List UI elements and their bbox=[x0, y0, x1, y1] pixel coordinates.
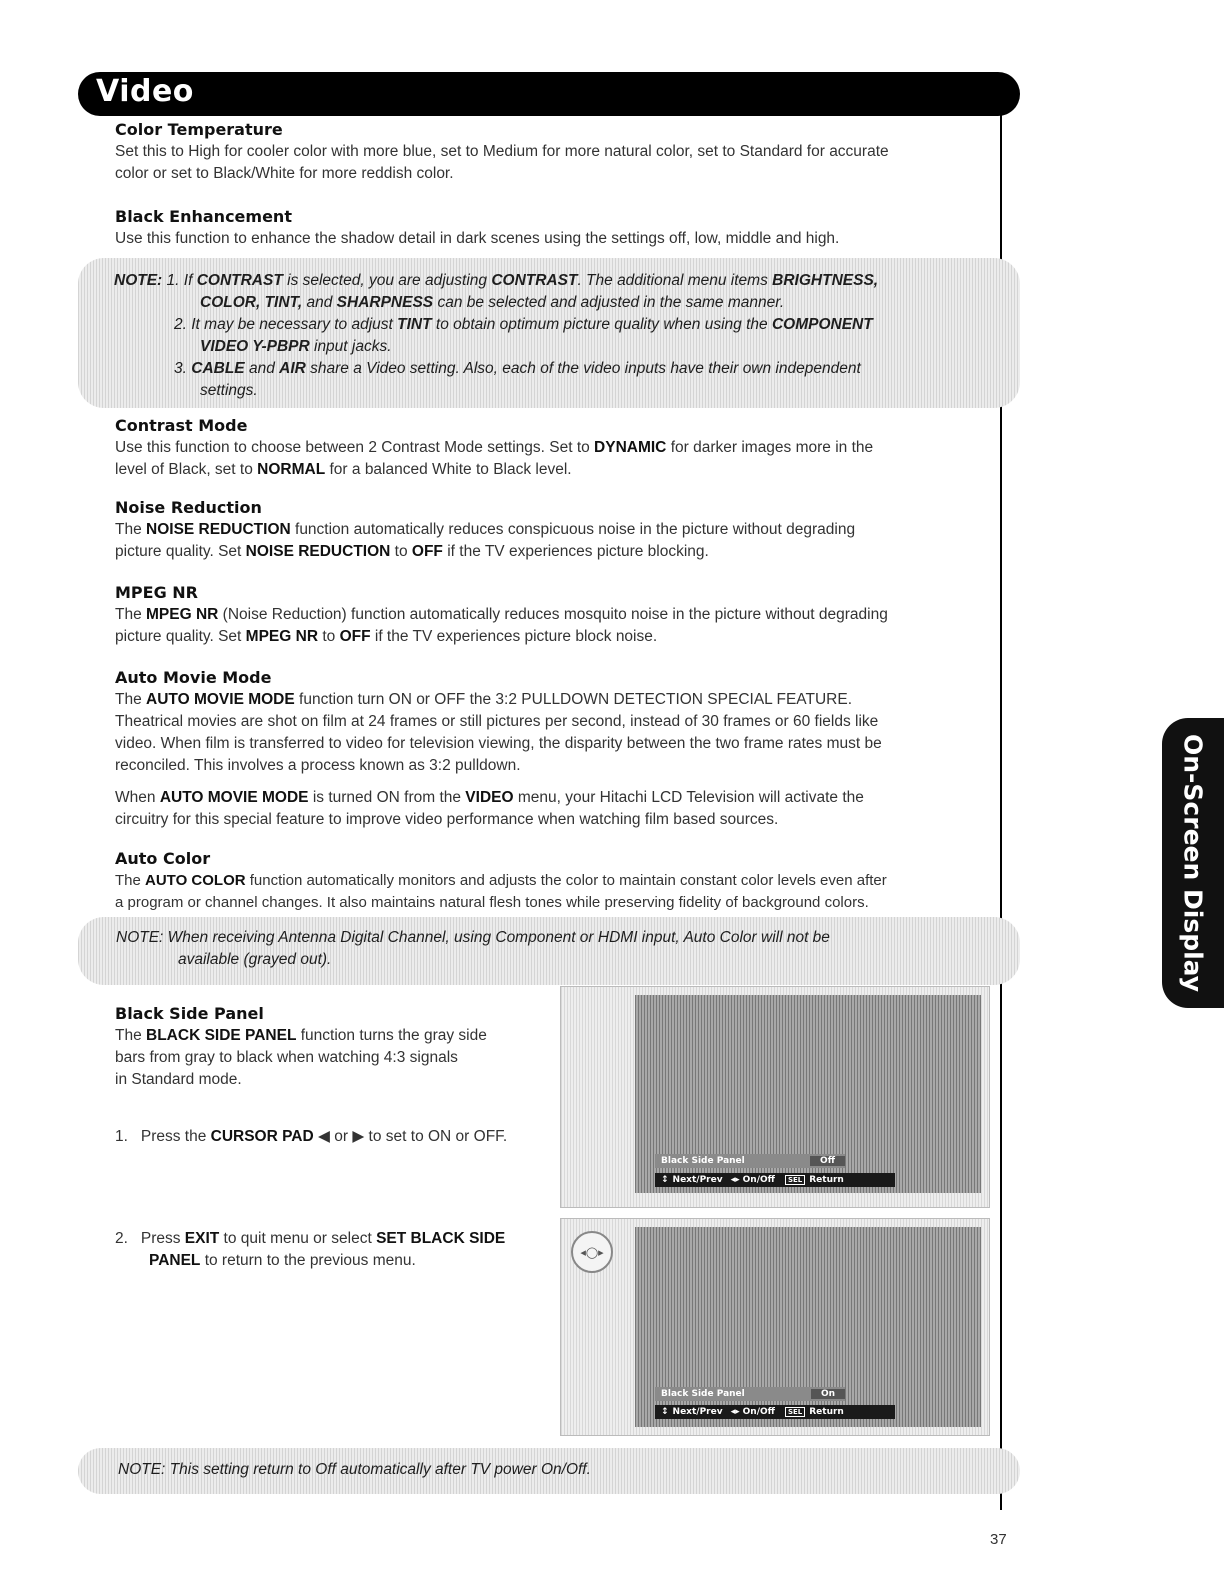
page-number: 37 bbox=[990, 1531, 1007, 1548]
section-black-enhancement bbox=[115, 207, 985, 250]
note-text: to obtain optimum picture quality when using the bbox=[431, 316, 772, 333]
osd-nav-onoff: On/Off bbox=[742, 1175, 775, 1185]
osd-menu-value: On bbox=[811, 1389, 845, 1399]
text: picture quality. Set bbox=[115, 628, 246, 645]
bold-text: MPEG NR bbox=[245, 628, 319, 645]
text: Press the bbox=[140, 1128, 211, 1145]
bold-text: DYNAMIC bbox=[594, 439, 667, 456]
note-bold: CONTRAST bbox=[196, 272, 283, 289]
note-text: . The additional menu items bbox=[577, 272, 773, 289]
bold-text: AUTO MOVIE MODE bbox=[159, 789, 309, 806]
step-number: 1. bbox=[115, 1128, 128, 1145]
note-num: 3. bbox=[174, 360, 187, 377]
text: to bbox=[390, 543, 412, 560]
text: The bbox=[115, 606, 147, 623]
note-text: It may be necessary to adjust bbox=[191, 316, 398, 333]
step-2 bbox=[115, 1228, 560, 1272]
section-noise-reduction bbox=[115, 498, 985, 563]
section-auto-movie-mode bbox=[115, 668, 985, 831]
bold-text: EXIT bbox=[184, 1230, 220, 1247]
osd-menu-row bbox=[655, 1387, 845, 1401]
note-box-3 bbox=[78, 1448, 1020, 1494]
bold-text: VIDEO bbox=[465, 789, 514, 806]
text: The bbox=[115, 872, 146, 889]
note-bold: VIDEO Y-PBPR bbox=[200, 338, 310, 355]
note2-line2: available (grayed out). bbox=[178, 951, 332, 968]
text: is turned ON from the bbox=[308, 789, 466, 806]
page-title: Video bbox=[96, 74, 194, 109]
tv-screen-2 bbox=[560, 1218, 990, 1436]
heading-noise-reduction: Noise Reduction bbox=[115, 498, 262, 517]
text: to bbox=[318, 628, 340, 645]
bold-text: AUTO MOVIE MODE bbox=[146, 691, 295, 708]
heading-auto-movie-mode: Auto Movie Mode bbox=[115, 668, 272, 687]
text: bars from gray to black when watching 4:3 signals bbox=[115, 1049, 458, 1066]
osd-menu-value: Off bbox=[810, 1156, 845, 1166]
bold-text: NORMAL bbox=[257, 461, 326, 478]
bold-text: AUTO COLOR bbox=[145, 872, 246, 889]
note-box-1 bbox=[78, 258, 1020, 408]
section-contrast-mode bbox=[115, 416, 985, 481]
note-box-2 bbox=[78, 917, 1020, 985]
osd-nav-row bbox=[655, 1173, 895, 1187]
text: Press bbox=[140, 1230, 185, 1247]
text: for darker images more in the bbox=[666, 439, 874, 456]
text: picture quality. Set bbox=[115, 543, 246, 560]
text: for a balanced White to Black level. bbox=[325, 461, 572, 478]
section-color-temperature bbox=[115, 120, 985, 185]
note-text: share a Video setting. Also, each of the video inputs have their own independent bbox=[305, 360, 861, 377]
heading-black-enhancement: Black Enhancement bbox=[115, 207, 292, 226]
text: The bbox=[115, 521, 147, 538]
section-black-side-panel bbox=[115, 1004, 555, 1091]
osd-nav-next: Next/Prev bbox=[672, 1175, 723, 1185]
text: function automatically monitors and adjusts the color to maintain constant color levels even after bbox=[245, 872, 887, 889]
text: (Noise Reduction) function automatically reduces mosquito noise in the picture without degrading bbox=[218, 606, 888, 623]
bold-text: PANEL bbox=[149, 1252, 201, 1269]
text: The bbox=[115, 691, 147, 708]
heading-mpeg-nr: MPEG NR bbox=[115, 583, 198, 602]
text-line: color or set to Black/White for more reddish color. bbox=[115, 165, 454, 182]
note-bold: SHARPNESS bbox=[336, 294, 434, 311]
bold-text: NOISE REDUCTION bbox=[245, 543, 391, 560]
text: menu, your Hitachi LCD Television will activate the bbox=[513, 789, 864, 806]
note1-line4 bbox=[200, 338, 392, 356]
note-bold: COMPONENT bbox=[771, 316, 873, 333]
cursor-pad-icon: ◂◯▸ bbox=[571, 1231, 613, 1273]
note-text: settings. bbox=[200, 382, 258, 399]
text: a program or channel changes. It also maintains natural flesh tones while preserving fidelity of background colors. bbox=[115, 894, 869, 911]
bold-text: OFF bbox=[411, 543, 443, 560]
note-text: can be selected and adjusted in the same manner. bbox=[433, 294, 785, 311]
side-tab-label: On-Screen Display bbox=[1178, 733, 1208, 993]
text: circuitry for this special feature to improve video performance when watching film based sources. bbox=[115, 811, 779, 828]
text: ◀ or ▶ to set to ON or OFF. bbox=[313, 1128, 508, 1145]
text-line: Set this to High for cooler color with more blue, set to Medium for more natural color, set to Standard for accurate bbox=[115, 143, 889, 160]
text: if the TV experiences picture blocking. bbox=[442, 543, 709, 560]
note-text: and bbox=[302, 294, 337, 311]
text: function turns the gray side bbox=[296, 1027, 487, 1044]
note3-line1: NOTE: This setting return to Off automatically after TV power On/Off. bbox=[118, 1461, 591, 1478]
section-header-bar bbox=[78, 72, 1020, 116]
osd-menu-label: Black Side Panel bbox=[661, 1156, 745, 1166]
tv-screen-1 bbox=[560, 986, 990, 1208]
osd-nav-return: Return bbox=[809, 1407, 844, 1417]
text: function turn ON or OFF the 3:2 PULLDOWN DETECTION SPECIAL FEATURE. bbox=[294, 691, 852, 708]
osd-nav-return: Return bbox=[809, 1175, 844, 1185]
text: Theatrical movies are shot on film at 24 frames or still pictures per second, instead of 30 frames or 60 fields like bbox=[115, 713, 879, 730]
note-bold: COLOR, TINT, bbox=[200, 294, 303, 311]
heading-black-side-panel: Black Side Panel bbox=[115, 1004, 264, 1023]
bold-text: BLACK SIDE PANEL bbox=[146, 1027, 297, 1044]
osd-nav-next: Next/Prev bbox=[672, 1407, 723, 1417]
text: function automatically reduces conspicuous noise in the picture without degrading bbox=[290, 521, 856, 538]
heading-auto-color: Auto Color bbox=[115, 849, 211, 868]
heading-contrast-mode: Contrast Mode bbox=[115, 416, 248, 435]
note1-line6 bbox=[200, 382, 258, 400]
bold-text: NOISE REDUCTION bbox=[146, 521, 291, 538]
note-num: 2. bbox=[174, 316, 187, 333]
note-label: NOTE: bbox=[114, 272, 163, 289]
note1-line3 bbox=[174, 316, 873, 334]
text: if the TV experiences picture block noise. bbox=[370, 628, 658, 645]
note-bold: TINT bbox=[397, 316, 432, 333]
text: in Standard mode. bbox=[115, 1071, 242, 1088]
bold-text: MPEG NR bbox=[146, 606, 219, 623]
text-line: Use this function to enhance the shadow detail in dark scenes using the settings off, low, middle and high. bbox=[115, 230, 840, 247]
text: video. When film is transferred to video for television viewing, the disparity between the two frame rates must be bbox=[115, 735, 882, 752]
updown-icon: ↕ bbox=[661, 1407, 669, 1417]
note1-line2 bbox=[200, 294, 784, 312]
sel-icon: SEL bbox=[785, 1175, 805, 1185]
text: The bbox=[115, 1027, 147, 1044]
osd-menu-row bbox=[655, 1154, 845, 1168]
text: Use this function to choose between 2 Contrast Mode settings. Set to bbox=[115, 439, 595, 456]
note1-line5 bbox=[174, 360, 861, 378]
text: reconciled. This involves a process known as 3:2 pulldown. bbox=[115, 757, 521, 774]
note-text: is selected, you are adjusting bbox=[282, 272, 492, 289]
note-bold: CONTRAST bbox=[491, 272, 578, 289]
text: When bbox=[115, 789, 160, 806]
osd-nav-onoff: On/Off bbox=[742, 1407, 775, 1417]
note-num: 1. bbox=[166, 272, 180, 289]
step-number: 2. bbox=[115, 1230, 128, 1247]
text: level of Black, set to bbox=[115, 461, 258, 478]
note1-line1 bbox=[114, 272, 878, 290]
text: to return to the previous menu. bbox=[200, 1252, 416, 1269]
note-text: If bbox=[183, 272, 197, 289]
bold-text: CURSOR PAD bbox=[210, 1128, 314, 1145]
note-text: input jacks. bbox=[309, 338, 392, 355]
note-text: and bbox=[244, 360, 280, 377]
note-bold: CABLE bbox=[191, 360, 245, 377]
leftright-icon: ◂▸ bbox=[730, 1175, 740, 1185]
osd-nav-row bbox=[655, 1405, 895, 1419]
bold-text: SET BLACK SIDE bbox=[376, 1230, 506, 1247]
note2-line1: NOTE: When receiving Antenna Digital Channel, using Component or HDMI input, Auto Color will not be bbox=[116, 929, 830, 946]
note-bold: AIR bbox=[279, 360, 306, 377]
leftright-icon: ◂▸ bbox=[730, 1407, 740, 1417]
text: to quit menu or select bbox=[219, 1230, 377, 1247]
note-bold: BRIGHTNESS, bbox=[772, 272, 879, 289]
section-mpeg-nr bbox=[115, 583, 985, 648]
step-1 bbox=[115, 1126, 560, 1148]
osd-menu-label: Black Side Panel bbox=[661, 1389, 745, 1399]
heading-color-temperature: Color Temperature bbox=[115, 120, 283, 139]
sel-icon: SEL bbox=[785, 1407, 805, 1417]
section-auto-color bbox=[115, 849, 985, 914]
updown-icon: ↕ bbox=[661, 1175, 669, 1185]
bold-text: OFF bbox=[339, 628, 371, 645]
